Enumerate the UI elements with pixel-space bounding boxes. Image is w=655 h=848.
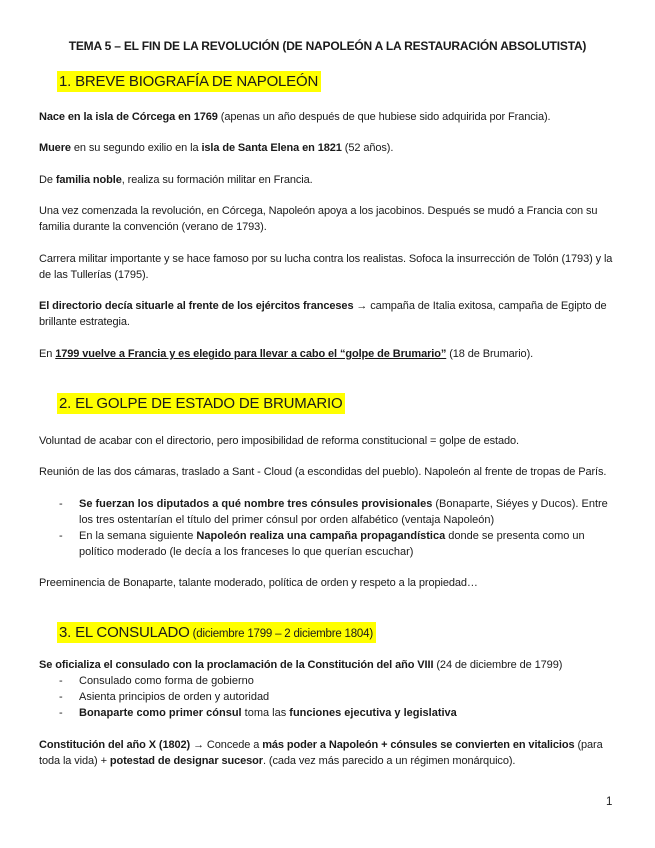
- s3-p2-text2: (para toda la vida) +: [39, 739, 603, 767]
- s1-paragraph-birth: [39, 109, 619, 125]
- s1-p2-bold2: isla de Santa Elena en 1821: [201, 142, 342, 154]
- s1-p3-text1: De: [39, 174, 56, 186]
- s1-p2-text1: en su segundo exilio en la: [70, 142, 202, 154]
- document-page: TEMA 5 – EL FIN DE LA REVOLUCIÓN (DE NAPOLEÓN A LA RESTAURACIÓN ABSOLUTISTA) 1. BREVE BIOGRAFÍA DE NAPOLEÓN Nace en la isla de Córcega en 1769 (apenas un año después de que hubiese sido adquirida por Francia). Muere en su segundo exilio en la isla de Santa Elena en 1821 (52 años). De familia noble, realiza su formación militar en Francia. Una vez comenzada la revolución, en Córcega, Napoleón apoya a los jacobinos. Después se mudó a Francia con su familia durante la convención (verano de 1793). Carrera militar importante y se hace famoso por su lucha contra los realistas. Sofoca la insurrección de Tolón (1793) y la de las Tullerías (1795). El directorio decía situarle al frente de los ejércitos franceses → campaña de Italia exitosa, campaña de Egipto de brillante estrategia. En 1799 vuelve a Francia y es elegido para llevar a cabo el “golpe de Brumario” (18 de Brumario). 2. EL GOLPE DE ESTADO DE BRUMARIO Voluntad de acabar con el directorio, pero imposibilidad de reforma constitucional = golpe de estado. Reunión de las dos cámaras, traslado a Sant - Cloud (a escondidas del pueblo). Napoleón al frente de tropas de París. - Se fuerzan los diputados a qué nombre tres cónsules provisionales (Bonaparte, Siéyes y Ducos). Entre los tres ostentarían el título del primer cónsul por orden alfabético (ventaja Napoleón) - En la semana siguiente Napoleón realiza una campaña propagandística donde se presenta como un político moderado (le decía a los franceses lo que querían escuchar) Preeminencia de Bonaparte, talante moderado, política de orden y respeto a la propiedad… 3. EL CONSULADO (diciembre 1799 – 2 diciembre 1804) Se oficializa el consulado con la proclamación de la Constitución del año VIII (24 de diciembre de 1799) - Consulado como forma de gobierno - Asienta principios de orden y autoridad - Bonaparte como primer cónsul toma las funciones ejecutiva y legislativa Constitución del año X (1802) → Concede a más poder a Napoleón + cónsules se convierten en vitalicios (para toda la vida) + potestad de designar sucesor. (cada vez más parecido a un régimen monárquico). 1: [0, 0, 655, 848]
- section-1-heading-text: 1. BREVE BIOGRAFÍA DE NAPOLEÓN: [57, 71, 321, 92]
- section-3-heading-text: 3. EL CONSULADO: [59, 624, 190, 641]
- s1-paragraph-death: [39, 140, 619, 156]
- s3-p2-bold3: potestad de designar sucesor: [109, 755, 263, 767]
- s3-li2-text: Asienta principios de orden y autoridad: [79, 691, 270, 703]
- s3-p2-text1: → Concede a: [190, 739, 263, 751]
- s2-paragraph-preeminence: Preeminencia de Bonaparte, talante moderado, política de orden y respeto a la propiedad…: [39, 577, 478, 589]
- s3-paragraph-constitution-viii: [39, 657, 619, 673]
- s1-p3-text2: , realiza su formación militar en Francia.: [121, 174, 313, 186]
- s3-p1-bold: Se oficializa el consulado con la proclamación de la Constitución del año VIII: [39, 659, 434, 671]
- s1-p7-bold: 1799 vuelve a Francia y es elegido para llevar a cabo el “golpe de Brumario”: [55, 348, 447, 360]
- s1-p2-text2: (52 años).: [341, 142, 394, 154]
- s2-li2-bold: Napoleón realiza una campaña propagandística: [196, 530, 446, 542]
- s2-li1-bold: Se fuerzan los diputados a qué nombre tres cónsules provisionales: [79, 498, 433, 510]
- document-title: TEMA 5 – EL FIN DE LA REVOLUCIÓN (DE NAPOLEÓN A LA RESTAURACIÓN ABSOLUTISTA): [68, 39, 587, 53]
- s1-p6-text: → campaña de Italia exitosa, campaña de Egipto de brillante estrategia.: [39, 300, 607, 328]
- section-3-heading-highlight: [57, 622, 376, 643]
- s1-paragraph-return: [39, 346, 619, 362]
- s1-p6-bold: El directorio decía situarle al frente de los ejércitos franceses: [39, 300, 354, 312]
- s3-li3-bold2: funciones ejecutiva y legislativa: [289, 707, 457, 719]
- s1-p3-bold: familia noble: [55, 174, 122, 186]
- s3-li1-text: Consulado como forma de gobierno: [79, 675, 254, 687]
- section-2-heading-text: 2. EL GOLPE DE ESTADO DE BRUMARIO: [57, 393, 345, 414]
- section-3-heading-dates: (diciembre 1799 – 2 diciembre 1804): [189, 628, 373, 640]
- s3-p1-text: (24 de diciembre de 1799): [433, 659, 563, 671]
- s1-paragraph-family: [39, 172, 619, 188]
- s2-li2-text2: donde se presenta como un político moderado (le decía a los franceses lo que querían escuchar): [79, 530, 585, 558]
- s1-p2-bold1: Muere: [39, 142, 71, 154]
- s3-li3-bold1: Bonaparte como primer cónsul: [79, 707, 242, 719]
- section-2-heading: [57, 394, 345, 414]
- s2-paragraph-will: Voluntad de acabar con el directorio, pero imposibilidad de reforma constitucional = golpe de estado.: [39, 435, 520, 447]
- section-1-heading: [57, 72, 321, 92]
- s1-paragraph-directory: [39, 298, 619, 330]
- s3-li3-text: toma las: [241, 707, 290, 719]
- s1-p1-bold: Nace en la isla de Córcega en 1769: [39, 111, 218, 123]
- s3-p2-bold2: más poder a Napoleón + cónsules se convierten en vitalicios: [262, 739, 575, 751]
- s1-p7-text1: En: [39, 348, 56, 360]
- s3-p2-text3: . (cada vez más parecido a un régimen monárquico).: [262, 755, 516, 767]
- s2-li2-text1: En la semana siguiente: [79, 530, 197, 542]
- page-number: 1: [606, 796, 613, 808]
- section-3-heading: [57, 623, 376, 644]
- s3-paragraph-constitution-x: [39, 737, 619, 769]
- s2-paragraph-meeting: Reunión de las dos cámaras, traslado a Sant - Cloud (a escondidas del pueblo). Napoleón al frente de tropas de París.: [39, 466, 607, 478]
- s1-p7-text2: (18 de Brumario).: [446, 348, 534, 360]
- s1-paragraph-revolution: Una vez comenzada la revolución, en Córcega, Napoleón apoya a los jacobinos. Después se mudó a Francia con su familia durante la convención (verano de 1793).: [39, 205, 598, 233]
- s3-p2-bold1: Constitución del año X (1802): [39, 739, 191, 751]
- s2-li1-text: (Bonaparte, Siéyes y Ducos). Entre los tres ostentarían el título del primer cónsul por orden alfabético (ventaja Napoleón): [79, 498, 608, 526]
- s1-paragraph-career: Carrera militar importante y se hace famoso por su lucha contra los realistas. Sofoca la insurrección de Tolón (1793) y la de las Tullerías (1795).: [39, 253, 613, 281]
- s1-p1-text: (apenas un año después de que hubiese sido adquirida por Francia).: [217, 111, 551, 123]
